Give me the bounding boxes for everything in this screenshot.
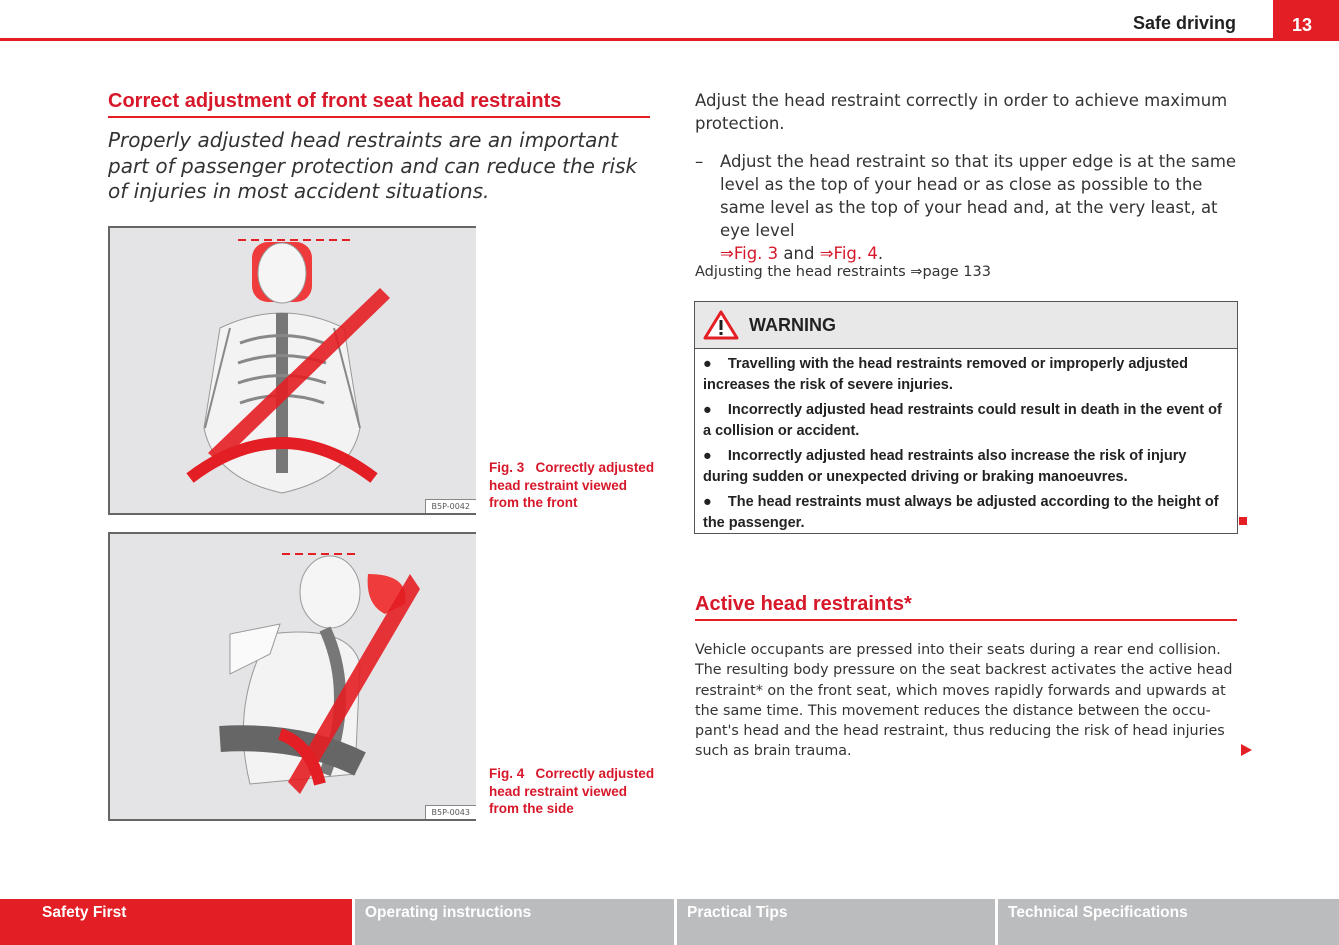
- tab-safety-first[interactable]: Safety First: [0, 899, 352, 945]
- page-number: 13: [1273, 0, 1339, 41]
- section-heading: Correct adjustment of front seat head restraints: [108, 90, 650, 118]
- step-and: and: [783, 244, 815, 263]
- active-head-restraints-heading: Active head restraints*: [695, 593, 1237, 621]
- figure-code: B5P-0043: [425, 805, 476, 819]
- step-dash: –: [695, 152, 704, 171]
- figure-4-side-view: [108, 532, 476, 821]
- warning-text: The head restraints must always be adjusted according to the height of the passenger.: [703, 494, 1219, 531]
- fig3-link[interactable]: ⇒Fig. 3: [720, 244, 779, 263]
- warning-item: ● Incorrectly adjusted head restraints could result in death in the event of a collision or accident.: [703, 402, 1222, 439]
- warning-item: ● Travelling with the head restraints removed or improperly adjusted increases the risk of severe injuries.: [703, 356, 1188, 393]
- warning-text: Incorrectly adjusted head restraints could result in death in the event of a collision or accident.: [703, 402, 1222, 439]
- step-end: .: [877, 244, 884, 263]
- active-head-restraints-paragraph: Vehicle occupants are pressed into their seats during a rear end collision. The resulting body pressure on the seat backrest activates the active head restraint* on the front seat, which moves rapidly forwards and upwards at the same time. This movement reduces the distance between the occu-pant's head and the head restraint, thus reducing the risk of head injuries such as brain trauma.: [695, 642, 1233, 760]
- warning-text: Travelling with the head restraints removed or improperly adjusted increases the risk of severe injuries.: [703, 356, 1188, 393]
- intro-paragraph: Adjust the head restraint correctly in order to achieve maximum protection.: [695, 91, 1228, 133]
- figure-4-caption: [489, 765, 659, 818]
- section-title: Safe driving: [1132, 13, 1236, 33]
- front-view-illustration: [110, 228, 476, 513]
- instruction-step: [695, 150, 1240, 265]
- warning-text: Incorrectly adjusted head restraints also increase the risk of injury during sudden or unexpected driving or braking manoeuvres.: [703, 448, 1187, 485]
- figure-code: B5P-0042: [425, 499, 476, 513]
- warning-item: ● The head restraints must always be adjusted according to the height of the passenger.: [703, 494, 1219, 531]
- continue-arrow-icon: [1241, 744, 1252, 756]
- step-text: Adjust the head restraint so that its upper edge is at the same level as the top of your head or as close as possible to the same level as the top of your head and, at the very least, at eye level: [720, 152, 1237, 240]
- end-of-section-marker: [1239, 517, 1247, 525]
- lead-paragraph: Properly adjusted head restraints are an important part of passenger protection and can reduce the risk of injuries in most accident situations.: [108, 128, 638, 203]
- warning-item: ● Incorrectly adjusted head restraints also increase the risk of injury during sudden or unexpected driving or braking manoeuvres.: [703, 448, 1187, 485]
- figure-label: Fig. 3: [489, 460, 525, 475]
- warning-triangle-icon: [703, 310, 739, 340]
- header-rule: [0, 38, 1339, 41]
- caption-text: Correctly adjusted head restraint viewed from the front: [489, 460, 655, 510]
- warning-header: [695, 302, 1237, 349]
- caption-text: Correctly adjusted head restraint viewed from the side: [489, 766, 655, 816]
- figure-3-caption: [489, 459, 659, 512]
- tab-technical-specifications[interactable]: Technical Specifications: [998, 899, 1339, 945]
- tab-practical-tips[interactable]: Practical Tips: [677, 899, 995, 945]
- figure-label: Fig. 4: [489, 766, 525, 781]
- side-view-illustration: [110, 534, 476, 819]
- fig4-link[interactable]: ⇒Fig. 4: [819, 244, 878, 263]
- warning-title: WARNING: [749, 314, 836, 335]
- cross-reference-link[interactable]: Adjusting the head restraints ⇒page 133: [695, 264, 991, 280]
- tab-operating-instructions[interactable]: Operating instructions: [355, 899, 674, 945]
- figure-3-front-view: [108, 226, 476, 515]
- warning-box: [694, 301, 1238, 534]
